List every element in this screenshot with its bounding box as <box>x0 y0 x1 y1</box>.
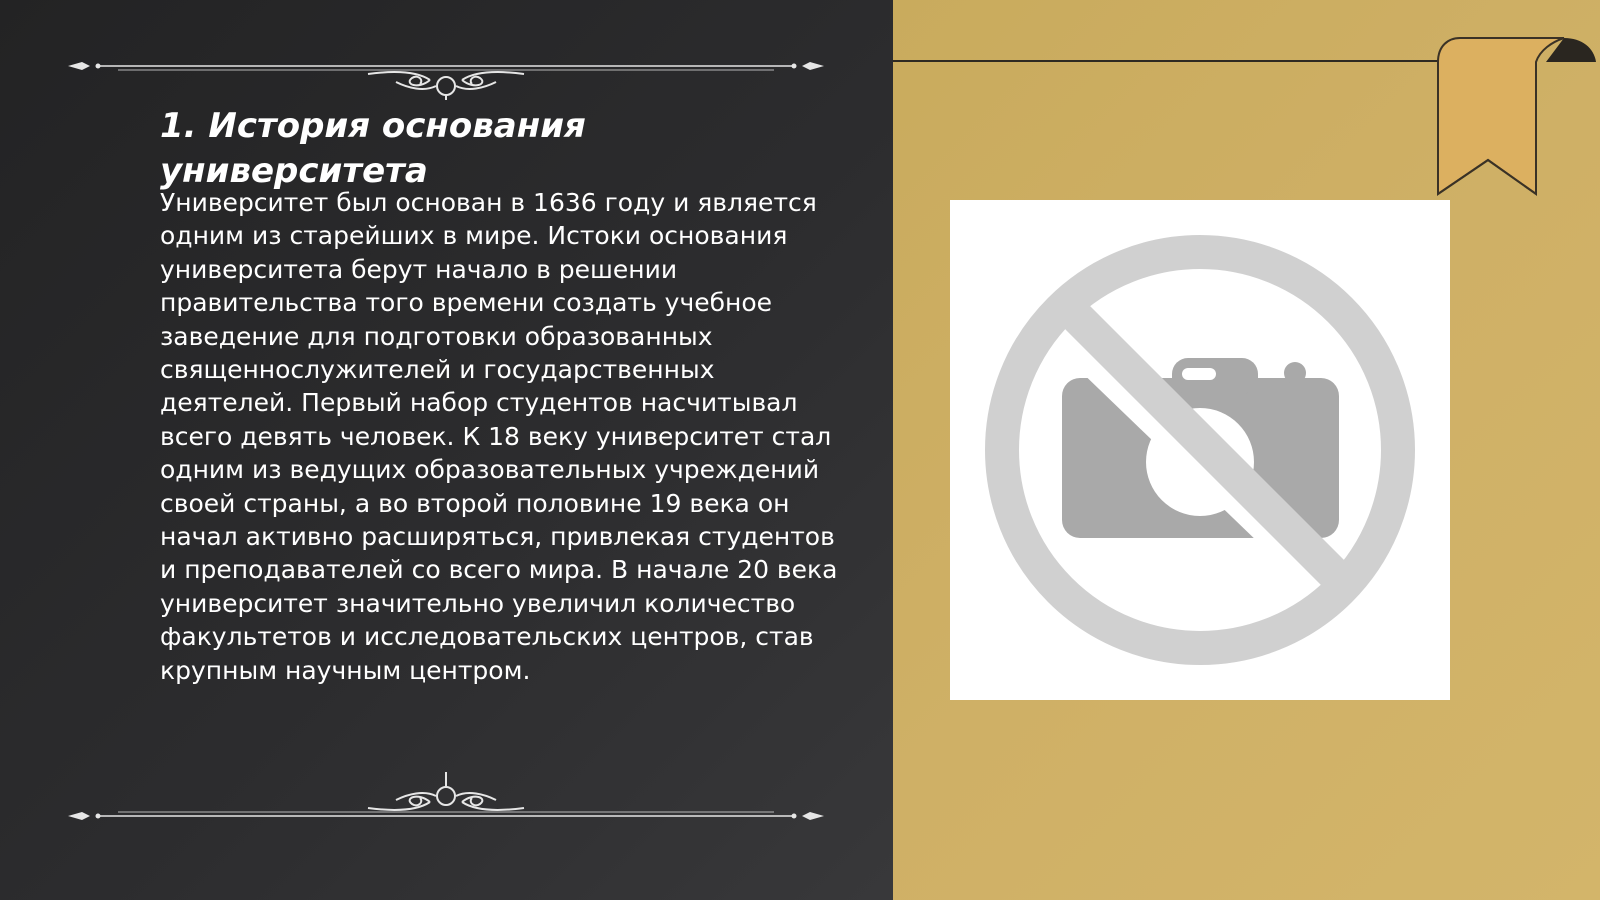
slide-title: 1. История основания университета <box>160 106 586 191</box>
top-ornament <box>68 40 824 100</box>
no-camera-icon <box>950 200 1450 700</box>
bookmark-ribbon <box>1436 36 1600 202</box>
slide-body-text: Университет был основан в 1636 году и является одним из старейших в мире. Истоки основания университета берут начало в решении правительства того времени создать учебное заведение для подготовки образованных священнослужителей и государственных деятелей. Первый набор студентов насчитывал всего девять человек. К 18 веку университет стал одним из ведущих образовательных учреждений своей страны, а во второй половине 19 века он начал активно расширяться, привлекая студентов и преподавателей со всего мира. В начале 20 века университет значительно увеличил количество факультетов и исследовательских центров, став крупным научным центром. <box>160 188 838 685</box>
image-placeholder <box>950 200 1450 700</box>
divider-line <box>893 60 1439 62</box>
bottom-ornament <box>68 770 824 830</box>
